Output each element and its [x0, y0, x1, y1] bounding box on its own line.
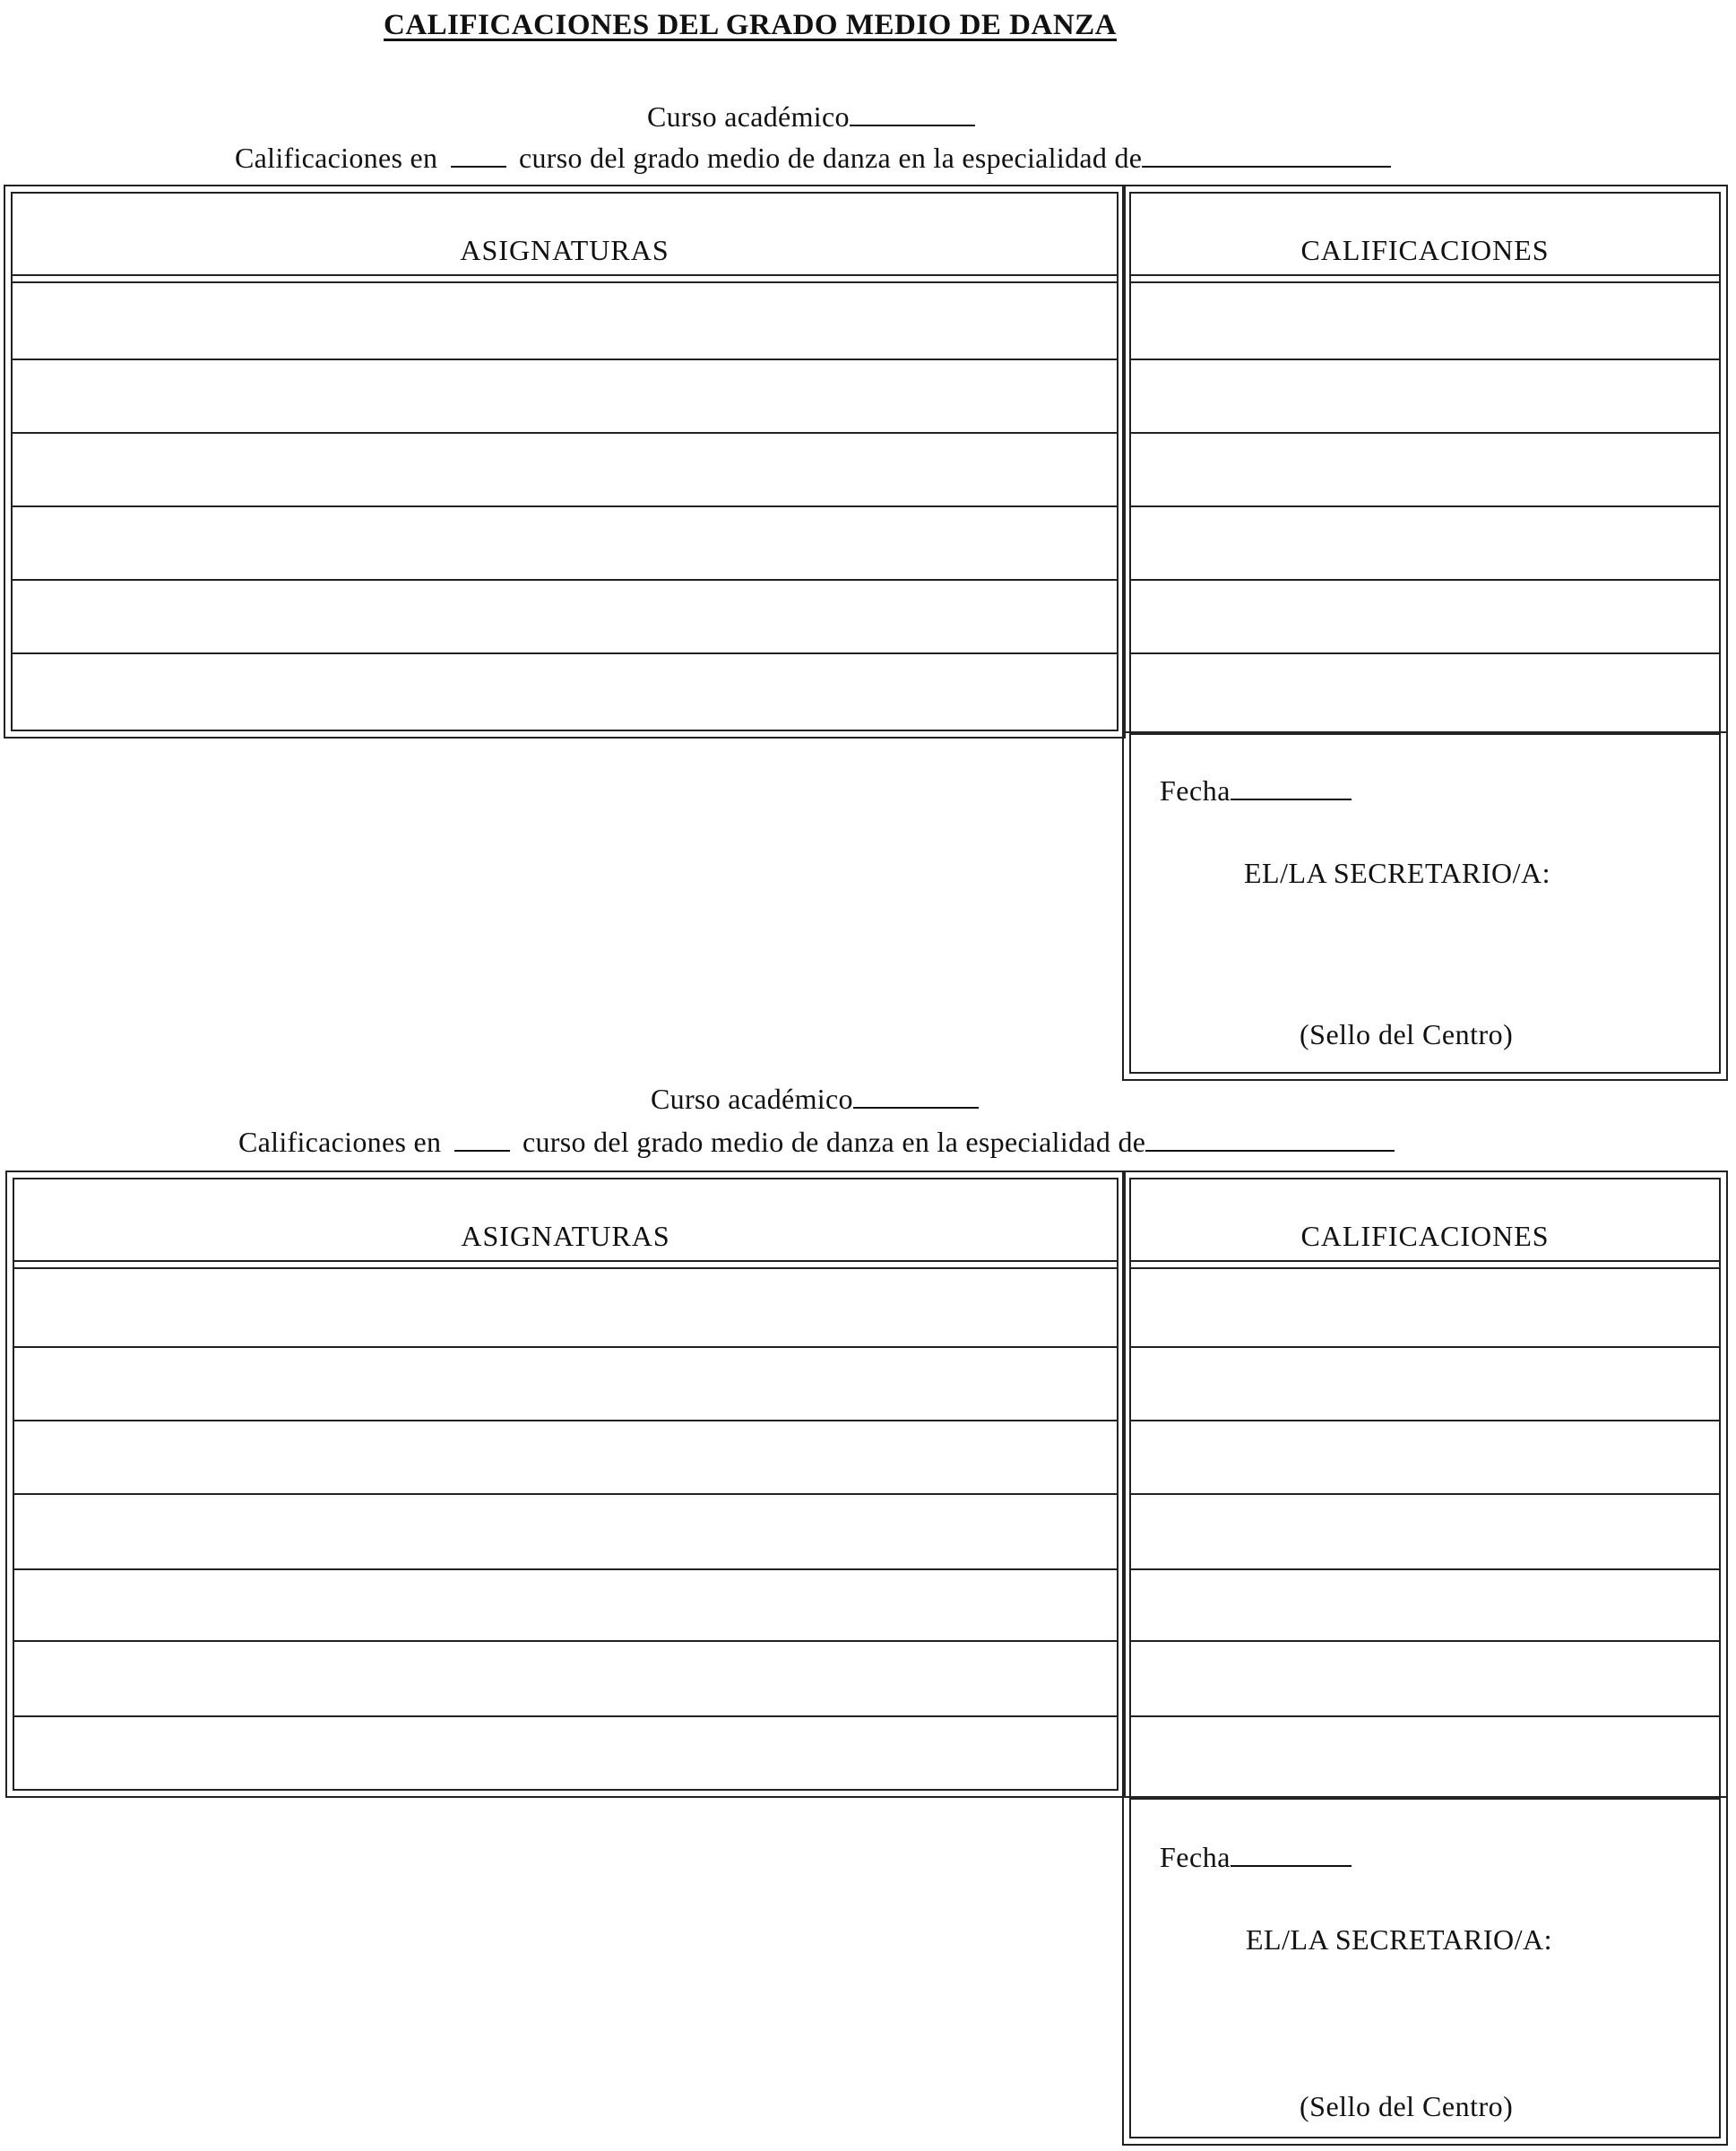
- asignatura-row[interactable]: [14, 1421, 1117, 1495]
- curso-academico-line-1: [647, 100, 975, 134]
- fecha-field[interactable]: [1231, 1842, 1352, 1867]
- curso-academico-label: Curso académico: [647, 100, 850, 133]
- fecha-line: [1160, 1841, 1352, 1874]
- fecha-label: Fecha: [1160, 774, 1231, 807]
- calificacion-row[interactable]: [1131, 654, 1719, 735]
- calificacion-row[interactable]: [1131, 507, 1719, 581]
- curso-academico-line-2: [651, 1083, 979, 1116]
- asignatura-row[interactable]: [13, 581, 1117, 654]
- curso-number-field[interactable]: [454, 1127, 510, 1152]
- calificacion-row[interactable]: [1131, 434, 1719, 507]
- calificacion-row[interactable]: [1131, 1421, 1719, 1495]
- sello-label: (Sello del Centro): [1300, 2090, 1514, 2122]
- asignatura-row[interactable]: [13, 283, 1117, 360]
- secretario-label: EL/LA SECRETARIO/A:: [1246, 1923, 1553, 1956]
- calificaciones-label: Calificaciones en: [238, 1126, 442, 1158]
- secretario-label: EL/LA SECRETARIO/A:: [1244, 857, 1551, 889]
- asignaturas-table-2: [5, 1171, 1126, 1798]
- curso-academico-field[interactable]: [850, 101, 975, 126]
- asignatura-row[interactable]: [13, 434, 1117, 507]
- calificacion-row[interactable]: [1131, 1269, 1719, 1348]
- calificacion-row[interactable]: [1131, 581, 1719, 654]
- asignatura-row[interactable]: [14, 1348, 1117, 1421]
- calificacion-row[interactable]: [1131, 1348, 1719, 1421]
- calificaciones-header: CALIFICACIONES: [1131, 1179, 1719, 1262]
- asignatura-row[interactable]: [13, 507, 1117, 581]
- asignaturas-header: ASIGNATURAS: [14, 1179, 1117, 1262]
- signature-box-2: [1122, 1794, 1728, 2146]
- especialidad-field[interactable]: [1145, 1127, 1395, 1152]
- asignaturas-header: ASIGNATURAS: [13, 194, 1117, 276]
- calificacion-row[interactable]: [1131, 1642, 1719, 1717]
- calificacion-row[interactable]: [1131, 283, 1719, 360]
- curso-academico-field[interactable]: [853, 1084, 979, 1109]
- fecha-field[interactable]: [1231, 775, 1352, 800]
- page-title: CALIFICACIONES DEL GRADO MEDIO DE DANZA: [384, 9, 1118, 41]
- asignatura-row[interactable]: [14, 1269, 1117, 1348]
- sello-label: (Sello del Centro): [1300, 1018, 1514, 1050]
- asignatura-row[interactable]: [14, 1495, 1117, 1570]
- fecha-label: Fecha: [1160, 1841, 1231, 1873]
- especialidad-field[interactable]: [1142, 143, 1391, 168]
- calificacion-row[interactable]: [1131, 1495, 1719, 1570]
- curso-academico-label: Curso académico: [651, 1083, 853, 1115]
- calificaciones-table-2: [1122, 1171, 1728, 1798]
- calificacion-row[interactable]: [1131, 1570, 1719, 1642]
- calificaciones-table-1: [1122, 185, 1728, 733]
- asignatura-row[interactable]: [13, 654, 1117, 735]
- curso-grado-text: curso del grado medio de danza en la especialidad de: [522, 1126, 1146, 1158]
- calificaciones-label: Calificaciones en: [235, 142, 438, 174]
- calificaciones-line-2: [238, 1126, 1395, 1159]
- curso-grado-text: curso del grado medio de danza en la especialidad de: [518, 142, 1143, 174]
- curso-number-field[interactable]: [451, 143, 506, 168]
- asignatura-row[interactable]: [13, 360, 1117, 434]
- asignatura-row[interactable]: [14, 1717, 1117, 1794]
- asignaturas-table-1: [4, 185, 1126, 739]
- signature-box-1: [1122, 730, 1728, 1081]
- asignatura-row[interactable]: [14, 1642, 1117, 1717]
- calificacion-row[interactable]: [1131, 1717, 1719, 1800]
- asignatura-row[interactable]: [14, 1570, 1117, 1642]
- fecha-line: [1160, 774, 1352, 808]
- calificaciones-header: CALIFICACIONES: [1131, 194, 1719, 276]
- calificacion-row[interactable]: [1131, 360, 1719, 434]
- calificaciones-line-1: [235, 142, 1391, 175]
